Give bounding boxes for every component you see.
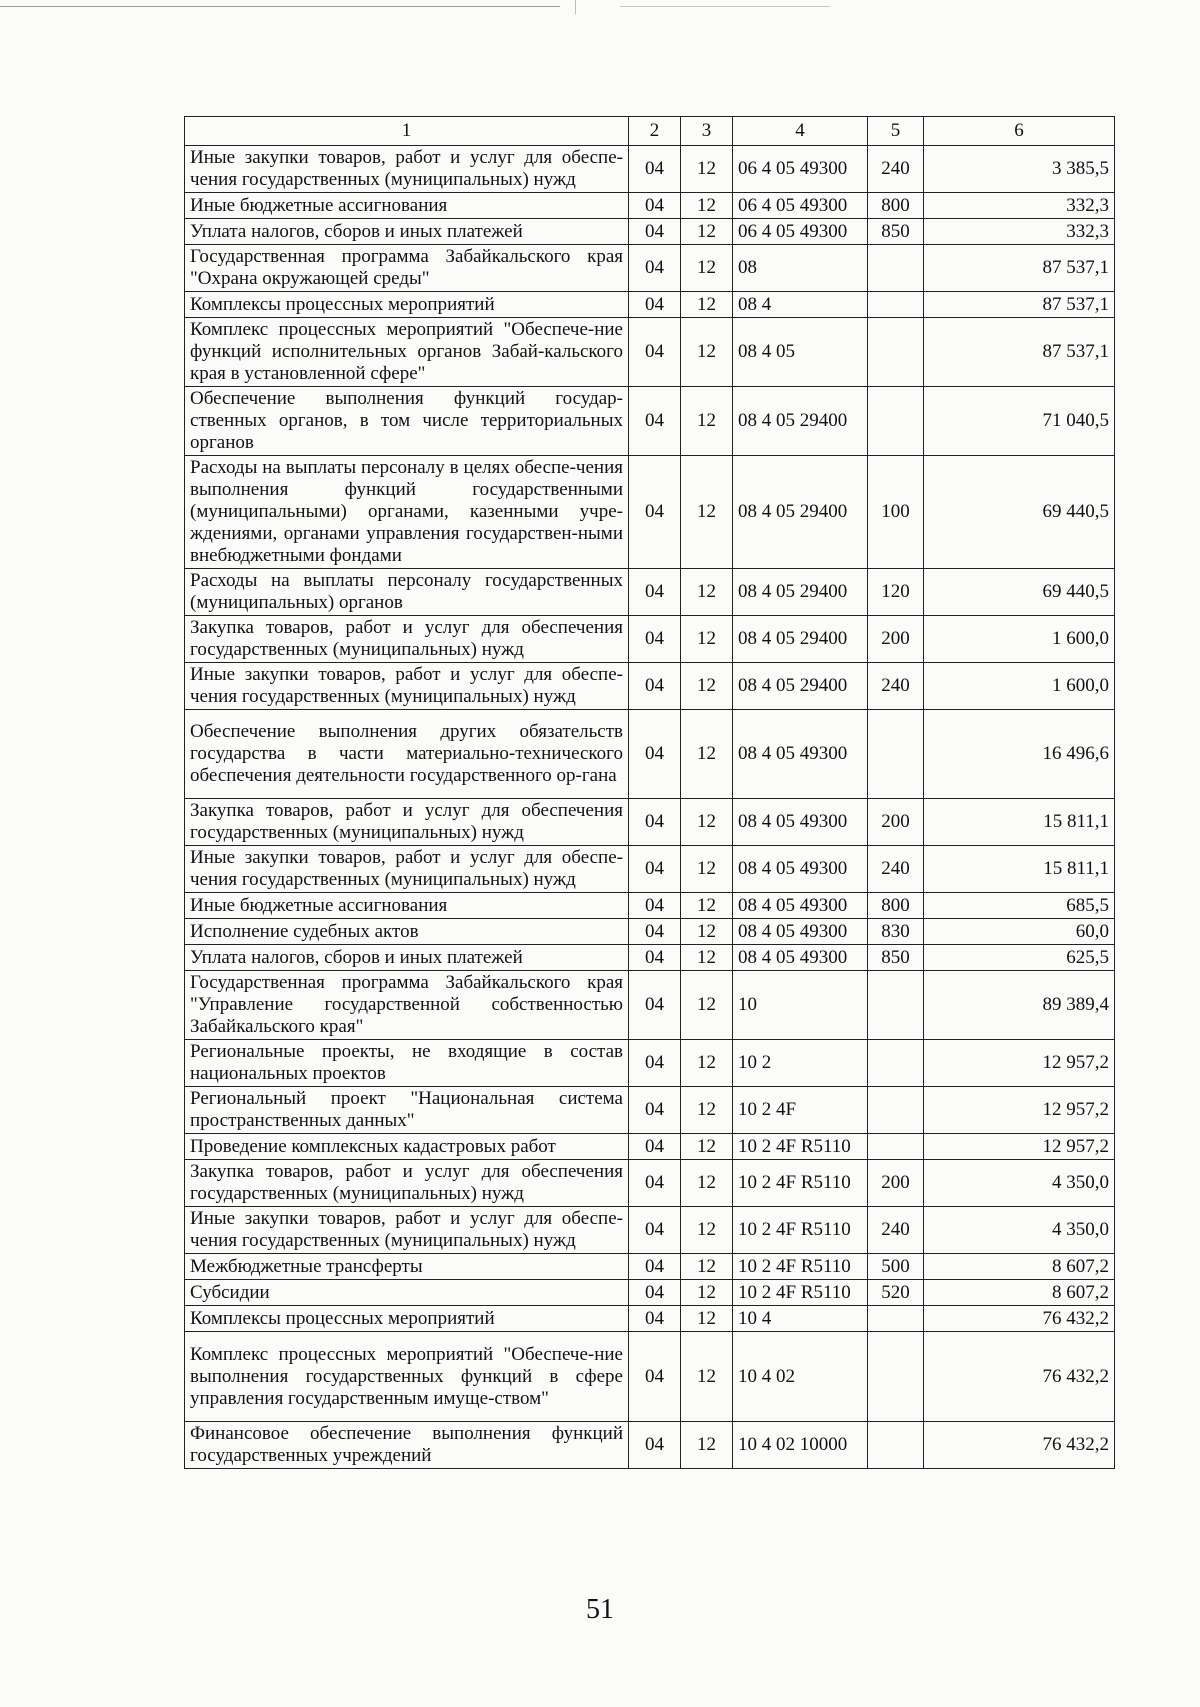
row-name-cell: Межбюджетные трансферты bbox=[185, 1254, 629, 1280]
scan-tick-mark bbox=[575, 0, 576, 14]
row-subsection-cell: 12 bbox=[681, 893, 733, 919]
table-row bbox=[185, 846, 1115, 893]
budget-table-body bbox=[185, 117, 1115, 1469]
row-expense-type-cell: 100 bbox=[868, 456, 924, 569]
table-row bbox=[185, 893, 1115, 919]
row-amount-cell: 15 811,1 bbox=[924, 846, 1115, 893]
row-expense-type-cell bbox=[868, 1134, 924, 1160]
row-target-code-cell: 10 2 4F R5110 bbox=[733, 1160, 868, 1207]
table-row bbox=[185, 245, 1115, 292]
header-col-1: 1 bbox=[185, 117, 629, 146]
row-target-code-cell: 06 4 05 49300 bbox=[733, 146, 868, 193]
row-section-cell: 04 bbox=[629, 1087, 681, 1134]
row-amount-cell: 16 496,6 bbox=[924, 710, 1115, 799]
row-amount-cell: 76 432,2 bbox=[924, 1332, 1115, 1421]
row-section-cell: 04 bbox=[629, 193, 681, 219]
row-subsection-cell: 12 bbox=[681, 919, 733, 945]
table-row bbox=[185, 1134, 1115, 1160]
row-name-cell: Уплата налогов, сборов и иных платежей bbox=[185, 219, 629, 245]
row-section-cell: 04 bbox=[629, 1254, 681, 1280]
table-row bbox=[185, 799, 1115, 846]
row-subsection-cell: 12 bbox=[681, 1306, 733, 1332]
row-section-cell: 04 bbox=[629, 318, 681, 387]
row-expense-type-cell bbox=[868, 710, 924, 799]
row-amount-cell: 8 607,2 bbox=[924, 1254, 1115, 1280]
row-subsection-cell: 12 bbox=[681, 945, 733, 971]
row-subsection-cell: 12 bbox=[681, 799, 733, 846]
row-subsection-cell: 12 bbox=[681, 1207, 733, 1254]
row-name-cell: Комплексы процессных мероприятий bbox=[185, 292, 629, 318]
row-subsection-cell: 12 bbox=[681, 971, 733, 1040]
row-target-code-cell: 10 4 02 10000 bbox=[733, 1421, 868, 1468]
row-expense-type-cell: 240 bbox=[868, 846, 924, 893]
row-name-cell: Расходы на выплаты персоналу государственных (муниципальных) органов bbox=[185, 569, 629, 616]
row-subsection-cell: 12 bbox=[681, 146, 733, 193]
row-expense-type-cell: 520 bbox=[868, 1280, 924, 1306]
table-row bbox=[185, 219, 1115, 245]
row-amount-cell: 3 385,5 bbox=[924, 146, 1115, 193]
row-name-cell: Региональные проекты, не входящие в состав национальных проектов bbox=[185, 1040, 629, 1087]
row-amount-cell: 76 432,2 bbox=[924, 1306, 1115, 1332]
row-target-code-cell: 08 4 05 bbox=[733, 318, 868, 387]
row-subsection-cell: 12 bbox=[681, 1254, 733, 1280]
row-section-cell: 04 bbox=[629, 846, 681, 893]
row-section-cell: 04 bbox=[629, 919, 681, 945]
row-section-cell: 04 bbox=[629, 1134, 681, 1160]
row-section-cell: 04 bbox=[629, 1207, 681, 1254]
table-row bbox=[185, 292, 1115, 318]
row-name-cell: Обеспечение выполнения других обязательств государства в части материально-технического обеспечения деятельности государственного ор-гана bbox=[185, 710, 629, 799]
row-subsection-cell: 12 bbox=[681, 456, 733, 569]
header-row bbox=[185, 117, 1115, 146]
row-target-code-cell: 06 4 05 49300 bbox=[733, 219, 868, 245]
table-row bbox=[185, 1332, 1115, 1421]
row-name-cell: Комплексы процессных мероприятий bbox=[185, 1306, 629, 1332]
table-row bbox=[185, 569, 1115, 616]
row-subsection-cell: 12 bbox=[681, 616, 733, 663]
row-section-cell: 04 bbox=[629, 1160, 681, 1207]
row-amount-cell: 87 537,1 bbox=[924, 318, 1115, 387]
row-name-cell: Государственная программа Забайкальского края "Охрана окружающей среды" bbox=[185, 245, 629, 292]
row-expense-type-cell: 240 bbox=[868, 1207, 924, 1254]
row-target-code-cell: 08 4 05 49300 bbox=[733, 846, 868, 893]
row-amount-cell: 1 600,0 bbox=[924, 663, 1115, 710]
table-row bbox=[185, 318, 1115, 387]
row-amount-cell: 69 440,5 bbox=[924, 569, 1115, 616]
row-target-code-cell: 08 4 05 49300 bbox=[733, 945, 868, 971]
row-name-cell: Региональный проект "Национальная система пространственных данных" bbox=[185, 1087, 629, 1134]
row-section-cell: 04 bbox=[629, 146, 681, 193]
row-target-code-cell: 10 2 4F R5110 bbox=[733, 1134, 868, 1160]
row-target-code-cell: 10 4 02 bbox=[733, 1332, 868, 1421]
row-expense-type-cell bbox=[868, 1087, 924, 1134]
row-expense-type-cell: 200 bbox=[868, 799, 924, 846]
table-row bbox=[185, 387, 1115, 456]
row-amount-cell: 1 600,0 bbox=[924, 616, 1115, 663]
row-target-code-cell: 08 4 05 29400 bbox=[733, 456, 868, 569]
table-row bbox=[185, 1306, 1115, 1332]
row-amount-cell: 12 957,2 bbox=[924, 1087, 1115, 1134]
row-subsection-cell: 12 bbox=[681, 846, 733, 893]
scan-top-rule bbox=[0, 6, 560, 7]
row-target-code-cell: 10 2 4F bbox=[733, 1087, 868, 1134]
row-subsection-cell: 12 bbox=[681, 710, 733, 799]
row-target-code-cell: 08 4 05 29400 bbox=[733, 663, 868, 710]
row-subsection-cell: 12 bbox=[681, 292, 733, 318]
row-name-cell: Субсидии bbox=[185, 1280, 629, 1306]
row-subsection-cell: 12 bbox=[681, 318, 733, 387]
row-subsection-cell: 12 bbox=[681, 387, 733, 456]
row-name-cell: Финансовое обеспечение выполнения функций государственных учреждений bbox=[185, 1421, 629, 1468]
row-expense-type-cell: 240 bbox=[868, 663, 924, 710]
row-section-cell: 04 bbox=[629, 710, 681, 799]
header-col-6: 6 bbox=[924, 117, 1115, 146]
row-subsection-cell: 12 bbox=[681, 663, 733, 710]
row-section-cell: 04 bbox=[629, 219, 681, 245]
row-expense-type-cell bbox=[868, 318, 924, 387]
row-expense-type-cell bbox=[868, 387, 924, 456]
row-target-code-cell: 08 4 05 49300 bbox=[733, 799, 868, 846]
row-amount-cell: 332,3 bbox=[924, 219, 1115, 245]
row-section-cell: 04 bbox=[629, 616, 681, 663]
budget-table bbox=[184, 116, 1115, 1469]
table-row bbox=[185, 1160, 1115, 1207]
row-target-code-cell: 10 2 bbox=[733, 1040, 868, 1087]
row-amount-cell: 76 432,2 bbox=[924, 1421, 1115, 1468]
row-expense-type-cell: 800 bbox=[868, 193, 924, 219]
table-row bbox=[185, 1087, 1115, 1134]
row-expense-type-cell bbox=[868, 971, 924, 1040]
row-target-code-cell: 08 4 05 29400 bbox=[733, 387, 868, 456]
table-row bbox=[185, 456, 1115, 569]
row-target-code-cell: 10 2 4F R5110 bbox=[733, 1207, 868, 1254]
row-name-cell: Обеспечение выполнения функций государ-ственных органов, в том числе территориальных органов bbox=[185, 387, 629, 456]
row-subsection-cell: 12 bbox=[681, 1280, 733, 1306]
table-row bbox=[185, 616, 1115, 663]
row-target-code-cell: 10 4 bbox=[733, 1306, 868, 1332]
row-name-cell: Комплекс процессных мероприятий "Обеспече-ние выполнения государственных функций в сфере управления государственным имуще-ством" bbox=[185, 1332, 629, 1421]
row-section-cell: 04 bbox=[629, 1040, 681, 1087]
row-section-cell: 04 bbox=[629, 292, 681, 318]
row-section-cell: 04 bbox=[629, 1332, 681, 1421]
row-expense-type-cell: 240 bbox=[868, 146, 924, 193]
row-amount-cell: 60,0 bbox=[924, 919, 1115, 945]
row-name-cell: Уплата налогов, сборов и иных платежей bbox=[185, 945, 629, 971]
row-target-code-cell: 10 bbox=[733, 971, 868, 1040]
table-row bbox=[185, 1254, 1115, 1280]
row-subsection-cell: 12 bbox=[681, 1421, 733, 1468]
row-section-cell: 04 bbox=[629, 387, 681, 456]
row-section-cell: 04 bbox=[629, 799, 681, 846]
table-row bbox=[185, 663, 1115, 710]
row-name-cell: Иные закупки товаров, работ и услуг для обеспе-чения государственных (муниципальных) нужд bbox=[185, 846, 629, 893]
row-subsection-cell: 12 bbox=[681, 1040, 733, 1087]
row-name-cell: Закупка товаров, работ и услуг для обеспечения государственных (муниципальных) нужд bbox=[185, 616, 629, 663]
row-target-code-cell: 08 4 05 49300 bbox=[733, 919, 868, 945]
row-amount-cell: 8 607,2 bbox=[924, 1280, 1115, 1306]
row-expense-type-cell bbox=[868, 292, 924, 318]
row-target-code-cell: 08 bbox=[733, 245, 868, 292]
row-name-cell: Исполнение судебных актов bbox=[185, 919, 629, 945]
row-subsection-cell: 12 bbox=[681, 245, 733, 292]
row-expense-type-cell bbox=[868, 1421, 924, 1468]
row-expense-type-cell bbox=[868, 1332, 924, 1421]
table-row bbox=[185, 710, 1115, 799]
row-expense-type-cell: 800 bbox=[868, 893, 924, 919]
row-subsection-cell: 12 bbox=[681, 1134, 733, 1160]
row-section-cell: 04 bbox=[629, 456, 681, 569]
row-subsection-cell: 12 bbox=[681, 193, 733, 219]
row-section-cell: 04 bbox=[629, 663, 681, 710]
row-section-cell: 04 bbox=[629, 971, 681, 1040]
row-name-cell: Закупка товаров, работ и услуг для обеспечения государственных (муниципальных) нужд bbox=[185, 799, 629, 846]
row-target-code-cell: 08 4 05 29400 bbox=[733, 616, 868, 663]
row-name-cell: Расходы на выплаты персоналу в целях обеспе-чения выполнения функций государственными (муниципальными) органами, казенными учре-ждениями, органами управления государствен-ными внебюджетными фондами bbox=[185, 456, 629, 569]
row-expense-type-cell: 120 bbox=[868, 569, 924, 616]
row-section-cell: 04 bbox=[629, 1421, 681, 1468]
row-name-cell: Государственная программа Забайкальского края "Управление государственной собственностью Забайкальского края" bbox=[185, 971, 629, 1040]
row-amount-cell: 12 957,2 bbox=[924, 1040, 1115, 1087]
table-row bbox=[185, 971, 1115, 1040]
row-amount-cell: 332,3 bbox=[924, 193, 1115, 219]
row-target-code-cell: 10 2 4F R5110 bbox=[733, 1280, 868, 1306]
row-target-code-cell: 10 2 4F R5110 bbox=[733, 1254, 868, 1280]
table-row bbox=[185, 1207, 1115, 1254]
page-number: 51 bbox=[586, 1594, 614, 1625]
row-amount-cell: 87 537,1 bbox=[924, 245, 1115, 292]
scan-top-rule-right bbox=[620, 6, 830, 7]
row-amount-cell: 15 811,1 bbox=[924, 799, 1115, 846]
header-col-2: 2 bbox=[629, 117, 681, 146]
row-subsection-cell: 12 bbox=[681, 1160, 733, 1207]
row-amount-cell: 4 350,0 bbox=[924, 1207, 1115, 1254]
row-expense-type-cell: 850 bbox=[868, 219, 924, 245]
row-target-code-cell: 08 4 05 49300 bbox=[733, 893, 868, 919]
row-amount-cell: 625,5 bbox=[924, 945, 1115, 971]
table-row bbox=[185, 945, 1115, 971]
table-row bbox=[185, 1040, 1115, 1087]
table-row bbox=[185, 919, 1115, 945]
row-expense-type-cell: 500 bbox=[868, 1254, 924, 1280]
table-row bbox=[185, 193, 1115, 219]
row-expense-type-cell bbox=[868, 1306, 924, 1332]
row-expense-type-cell: 200 bbox=[868, 1160, 924, 1207]
row-section-cell: 04 bbox=[629, 1280, 681, 1306]
row-name-cell: Закупка товаров, работ и услуг для обеспечения государственных (муниципальных) нужд bbox=[185, 1160, 629, 1207]
table-row bbox=[185, 146, 1115, 193]
row-name-cell: Иные закупки товаров, работ и услуг для обеспе-чения государственных (муниципальных) нужд bbox=[185, 146, 629, 193]
row-amount-cell: 12 957,2 bbox=[924, 1134, 1115, 1160]
row-section-cell: 04 bbox=[629, 245, 681, 292]
header-col-4: 4 bbox=[733, 117, 868, 146]
row-name-cell: Проведение комплексных кадастровых работ bbox=[185, 1134, 629, 1160]
row-expense-type-cell bbox=[868, 1040, 924, 1087]
row-name-cell: Иные бюджетные ассигнования bbox=[185, 893, 629, 919]
row-name-cell: Иные бюджетные ассигнования bbox=[185, 193, 629, 219]
row-amount-cell: 685,5 bbox=[924, 893, 1115, 919]
row-target-code-cell: 08 4 05 29400 bbox=[733, 569, 868, 616]
table-row bbox=[185, 1280, 1115, 1306]
row-subsection-cell: 12 bbox=[681, 219, 733, 245]
row-subsection-cell: 12 bbox=[681, 1332, 733, 1421]
row-expense-type-cell: 850 bbox=[868, 945, 924, 971]
table-row bbox=[185, 1421, 1115, 1468]
row-expense-type-cell: 200 bbox=[868, 616, 924, 663]
row-section-cell: 04 bbox=[629, 569, 681, 616]
header-col-5: 5 bbox=[868, 117, 924, 146]
row-section-cell: 04 bbox=[629, 893, 681, 919]
header-col-3: 3 bbox=[681, 117, 733, 146]
row-target-code-cell: 08 4 bbox=[733, 292, 868, 318]
row-name-cell: Иные закупки товаров, работ и услуг для обеспе-чения государственных (муниципальных) нужд bbox=[185, 1207, 629, 1254]
row-amount-cell: 4 350,0 bbox=[924, 1160, 1115, 1207]
row-section-cell: 04 bbox=[629, 1306, 681, 1332]
row-section-cell: 04 bbox=[629, 945, 681, 971]
row-amount-cell: 89 389,4 bbox=[924, 971, 1115, 1040]
row-amount-cell: 71 040,5 bbox=[924, 387, 1115, 456]
row-expense-type-cell: 830 bbox=[868, 919, 924, 945]
row-expense-type-cell bbox=[868, 245, 924, 292]
row-amount-cell: 87 537,1 bbox=[924, 292, 1115, 318]
row-amount-cell: 69 440,5 bbox=[924, 456, 1115, 569]
row-subsection-cell: 12 bbox=[681, 569, 733, 616]
row-target-code-cell: 08 4 05 49300 bbox=[733, 710, 868, 799]
row-name-cell: Иные закупки товаров, работ и услуг для обеспе-чения государственных (муниципальных) нужд bbox=[185, 663, 629, 710]
row-name-cell: Комплекс процессных мероприятий "Обеспече-ние функций исполнительных органов Забай-кальского края в установленной сфере" bbox=[185, 318, 629, 387]
row-target-code-cell: 06 4 05 49300 bbox=[733, 193, 868, 219]
row-subsection-cell: 12 bbox=[681, 1087, 733, 1134]
